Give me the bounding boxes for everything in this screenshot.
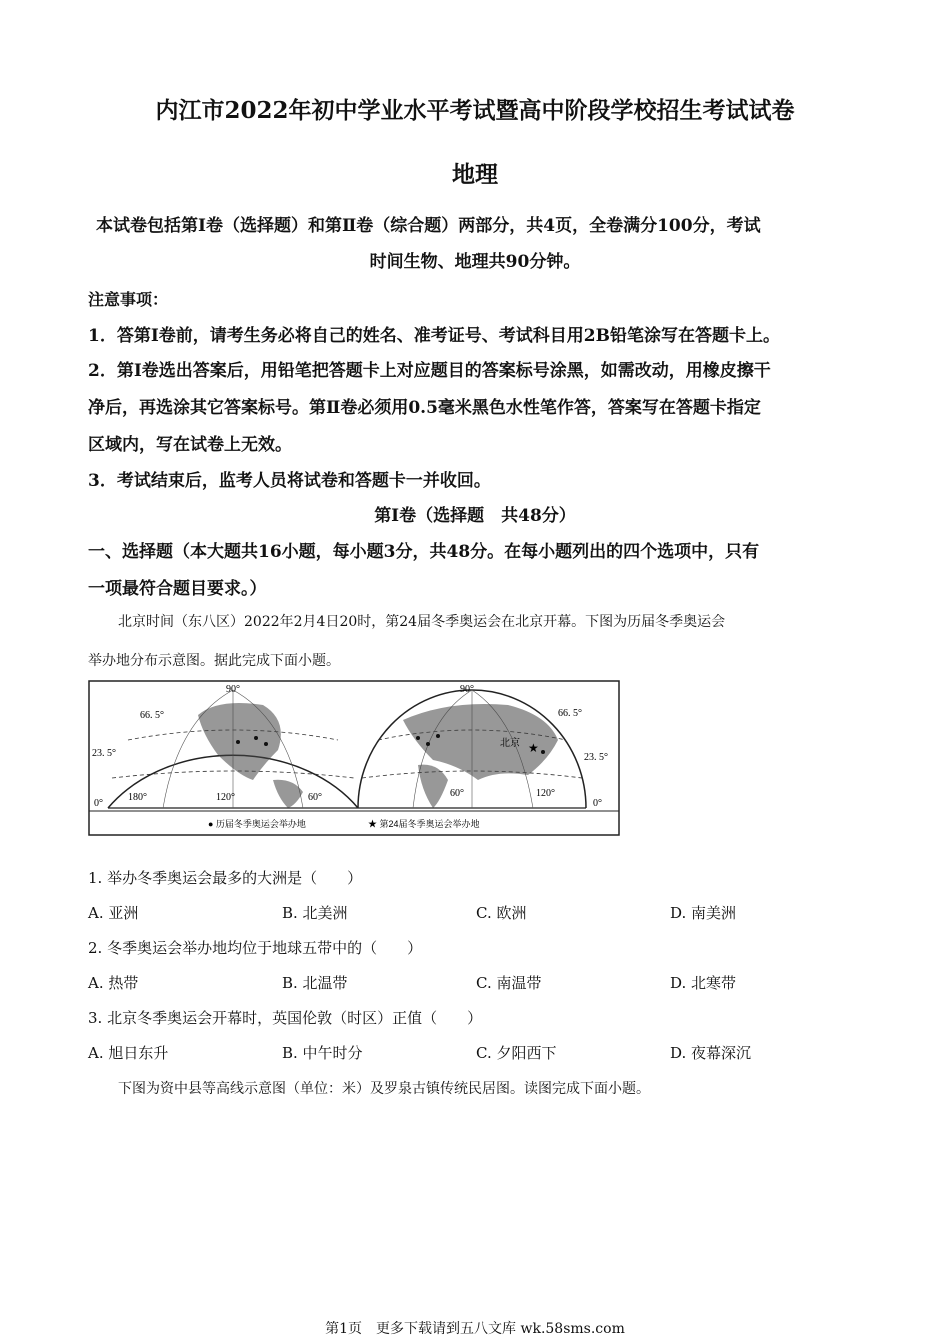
label-lat-23: 23. 5°	[92, 748, 116, 759]
label-lat-0-east: 0°	[593, 798, 602, 809]
passage-2: 下图为资中县等高线示意图（单位：米）及罗泉古镇传统民居图。读图完成下面小题。	[118, 1081, 650, 1097]
question-2-stem: 2. 冬季奥运会举办地均位于地球五带中的（ ）	[88, 939, 423, 957]
label-north-pole: 90°	[226, 684, 240, 695]
q3-option-c[interactable]: C. 夕阳西下	[476, 1044, 557, 1062]
label-north-pole-east: 90°	[460, 684, 474, 695]
q2-option-d[interactable]: D. 北寒带	[670, 974, 737, 992]
q1-option-c[interactable]: C. 欧洲	[476, 904, 527, 922]
label-beijing: 北京	[500, 738, 520, 749]
q3-option-d[interactable]: D. 夜幕深沉	[670, 1044, 752, 1062]
notes-heading: 注意事项：	[88, 290, 169, 309]
note-line-3: 净后，再选涂其它答案标号。第Ⅱ卷必须用0.5毫米黑色水性笔作答，答案写在答题卡指定	[88, 398, 761, 418]
olympic-site-dot	[436, 734, 440, 738]
question-1-stem: 1. 举办冬季奥运会最多的大洲是（ ）	[88, 869, 363, 887]
label-lat-66-east: 66. 5°	[558, 708, 582, 719]
olympic-site-dot	[236, 740, 240, 744]
label-lat-23-east: 23. 5°	[584, 752, 608, 763]
olympic-site-dot	[426, 742, 430, 746]
olympic-site-dot	[264, 742, 268, 746]
olympic-site-dot	[541, 750, 545, 754]
q3-option-a[interactable]: A. 旭日东升	[88, 1044, 169, 1062]
section-instruction-2: 一项最符合题目要求。）	[88, 579, 267, 599]
note-line-5: 3．考试结束后，监考人员将试卷和答题卡一并收回。	[88, 471, 491, 491]
passage-1-line-1: 北京时间（东八区）2022年2月4日20时，第24届冬季奥运会在北京开幕。下图为历届冬季奥运会	[118, 614, 726, 630]
label-lat-66: 66. 5°	[140, 710, 164, 721]
winter-olympics-map	[88, 680, 620, 836]
label-lat-0: 0°	[94, 798, 103, 809]
exam-title: 内江市2022年初中学业水平考试暨高中阶段学校招生考试试卷	[155, 97, 795, 124]
olympic-site-dot	[416, 736, 420, 740]
label-lon-60: 60°	[308, 792, 322, 803]
question-3-stem: 3. 北京冬季奥运会开幕时，英国伦敦（时区）正值（ ）	[88, 1009, 483, 1027]
beijing-star-icon: ★	[528, 741, 539, 755]
olympic-site-dot	[254, 736, 258, 740]
label-lon-120: 120°	[216, 792, 235, 803]
page-footer: 第1页 更多下载请到五八文库 wk.58sms.com	[325, 1321, 625, 1337]
note-line-1: 1．答第Ⅰ卷前，请考生务必将自己的姓名、准考证号、考试科目用2B铅笔涂写在答题卡上。	[88, 326, 780, 346]
legend-star: ★ 第24届冬季奥运会举办地	[368, 819, 480, 829]
section-title: 第Ⅰ卷（选择题 共48分）	[374, 506, 576, 526]
note-line-4: 区域内，写在试卷上无效。	[88, 435, 292, 455]
q3-option-b[interactable]: B. 中午时分	[282, 1044, 363, 1062]
intro-line-2: 时间生物、地理共90分钟。	[369, 252, 581, 272]
section-instruction-1: 一、选择题（本大题共16小题，每小题3分，共48分。在每小题列出的四个选项中，只有	[88, 542, 760, 562]
legend-dot: ● 历届冬季奥运会举办地	[208, 819, 306, 829]
q2-option-a[interactable]: A. 热带	[88, 974, 139, 992]
passage-1-line-2: 举办地分布示意图。据此完成下面小题。	[88, 653, 340, 669]
q1-option-d[interactable]: D. 南美洲	[670, 904, 737, 922]
label-lon-60-east: 60°	[450, 788, 464, 799]
label-lon-180: 180°	[128, 792, 147, 803]
intro-line-1: 本试卷包括第Ⅰ卷（选择题）和第Ⅱ卷（综合题）两部分，共4页，全卷满分100分，考试	[96, 216, 761, 236]
q2-option-c[interactable]: C. 南温带	[476, 974, 542, 992]
q1-option-b[interactable]: B. 北美洲	[282, 904, 348, 922]
q2-option-b[interactable]: B. 北温带	[282, 974, 348, 992]
label-lon-120-east: 120°	[536, 788, 555, 799]
q1-option-a[interactable]: A. 亚洲	[88, 904, 139, 922]
subject-title: 地理	[452, 161, 498, 188]
note-line-2: 2．第Ⅰ卷选出答案后，用铅笔把答题卡上对应题目的答案标号涂黑，如需改动，用橡皮擦干	[88, 361, 771, 381]
